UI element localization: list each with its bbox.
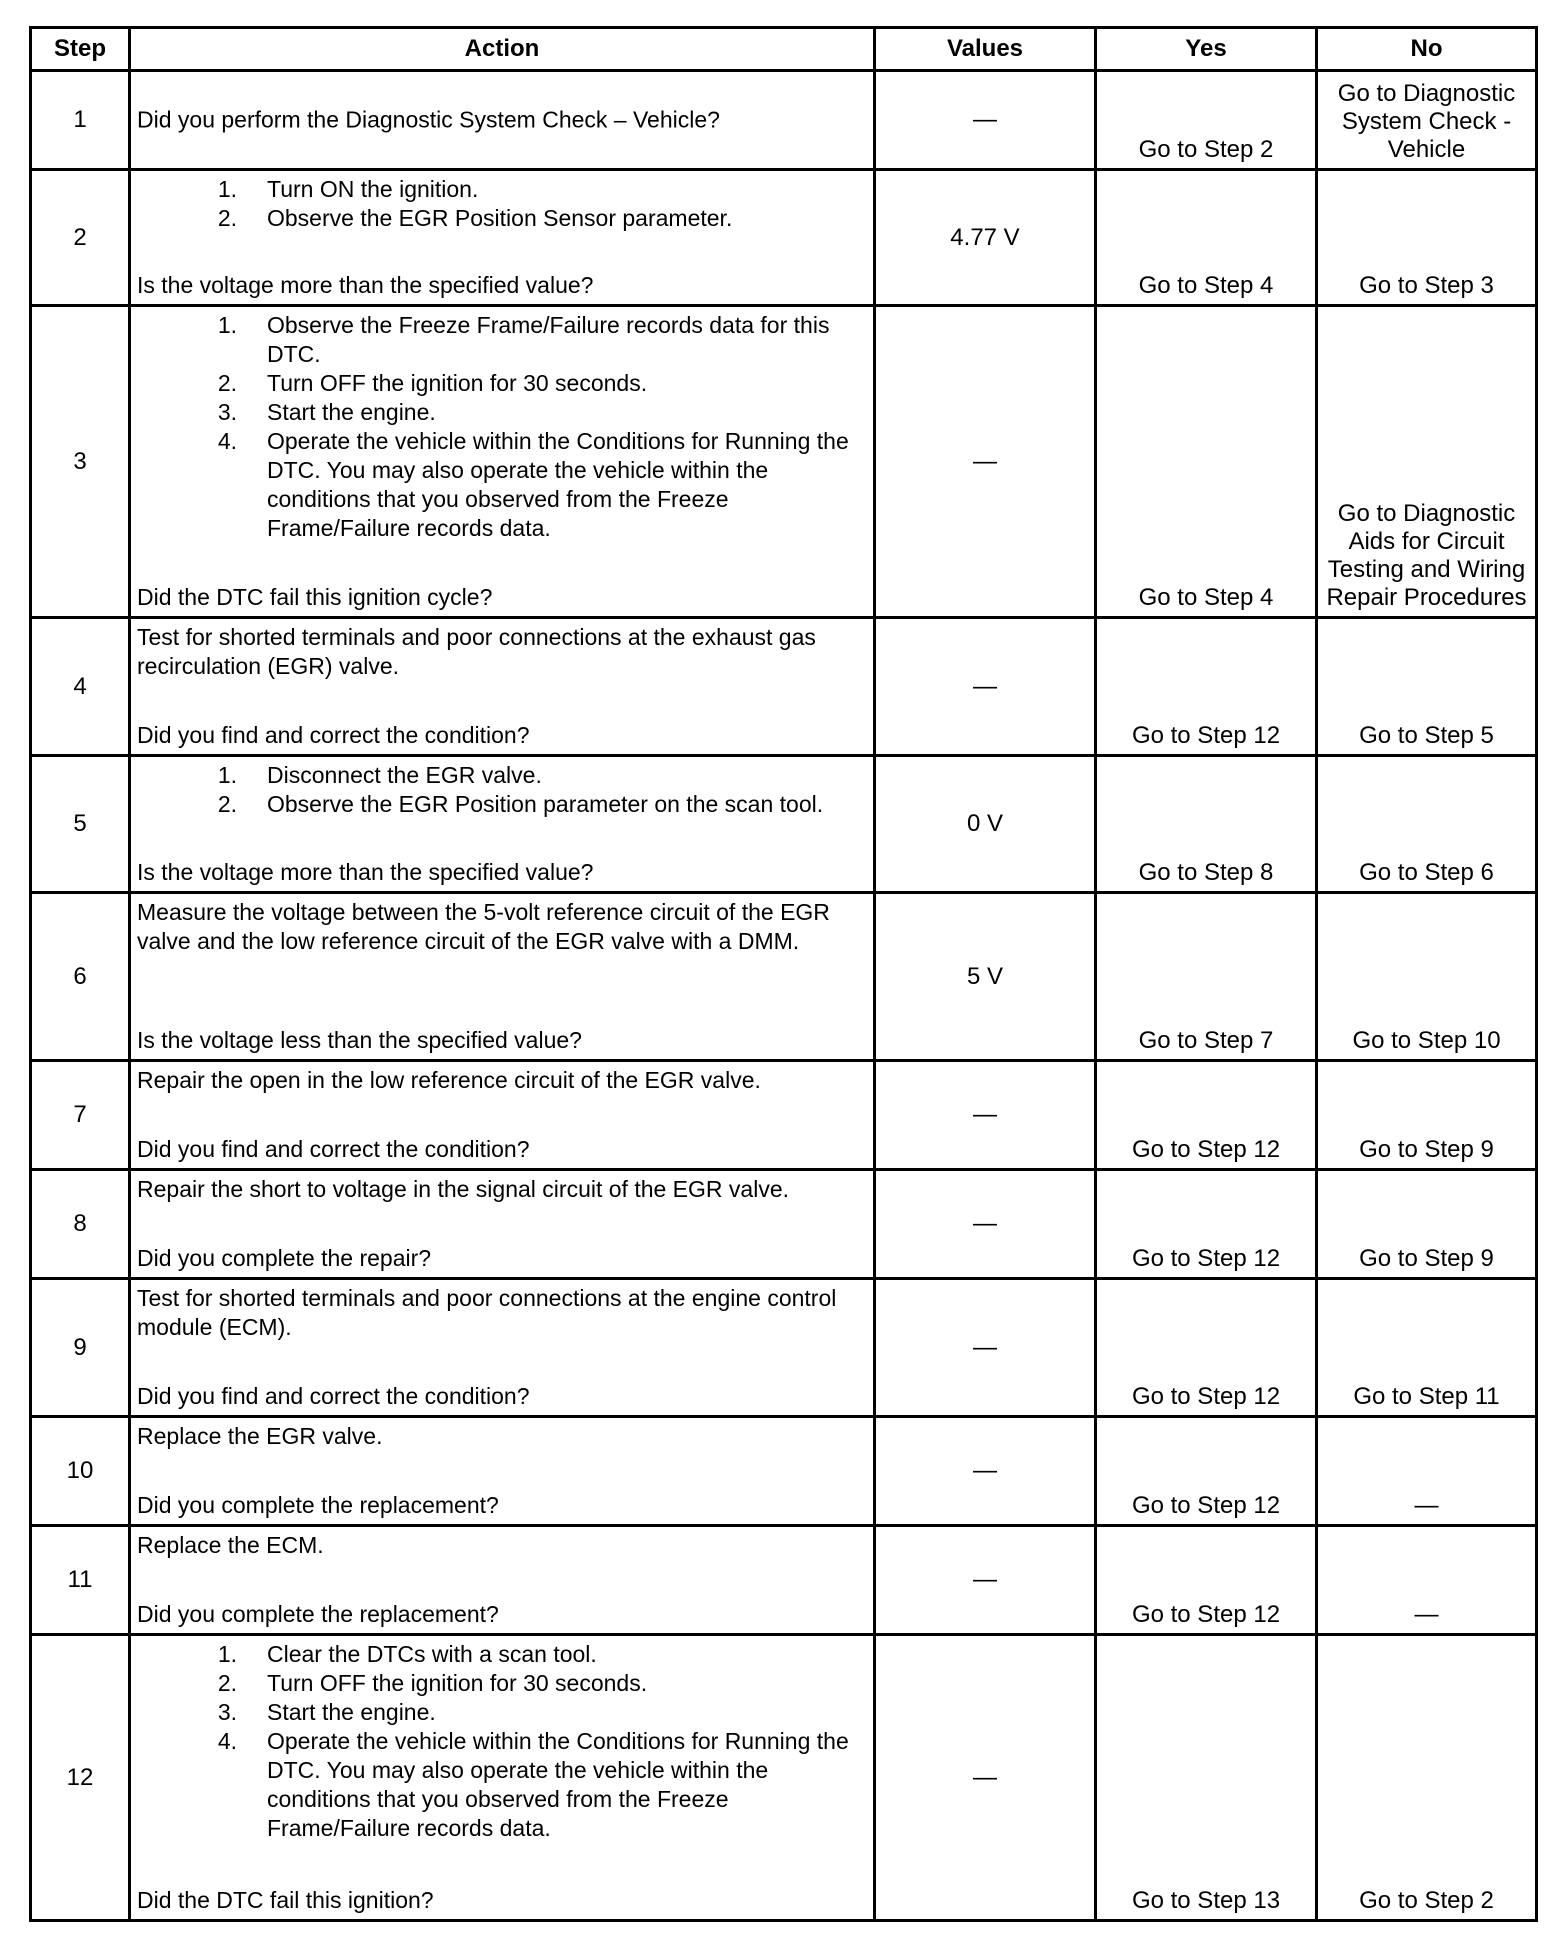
step-no-link[interactable]: Go to Diagnostic Aids for Circuit Testing and Wiring Repair Procedures: [1317, 306, 1537, 618]
step-value: —: [875, 306, 1096, 618]
action-step-item: 4 . Operate the vehicle within the Conditions for Running the DTC. You may also operate the vehicle within the conditions that you observed from the Freeze Frame/Failure records data.: [137, 427, 867, 543]
step-number: 3: [31, 306, 130, 618]
step-yes-link[interactable]: Go to Step 4: [1096, 306, 1317, 618]
step-no-link[interactable]: Go to Step 9: [1317, 1170, 1537, 1279]
action-steps-list: [137, 761, 867, 819]
step-yes-link[interactable]: Go to Step 13: [1096, 1635, 1317, 1921]
diagnostic-table: [29, 26, 1538, 1922]
action-question: Did you find and correct the condition?: [137, 722, 530, 748]
action-step-item: 4 . Operate the vehicle within the Conditions for Running the DTC. You may also operate the vehicle within the conditions that you observed from the Freeze Frame/Failure records data.: [137, 1727, 867, 1843]
step-number: 10: [31, 1417, 130, 1526]
table-row: [31, 1279, 1537, 1417]
step-value: —: [875, 1526, 1096, 1635]
table-row: [31, 618, 1537, 756]
header-yes: Yes: [1096, 28, 1317, 71]
step-yes-link[interactable]: Go to Step 7: [1096, 893, 1317, 1061]
table-row: [31, 1635, 1537, 1921]
action-step-item: 2 . Observe the EGR Position parameter on the scan tool.: [137, 790, 867, 819]
action-step-item: 1 . Disconnect the EGR valve.: [137, 761, 867, 790]
step-yes-link[interactable]: Go to Step 4: [1096, 170, 1317, 306]
action-question: Did you find and correct the condition?: [137, 1136, 530, 1162]
action-text: Test for shorted terminals and poor connections at the engine control module (ECM).: [137, 1285, 837, 1340]
action-step-item: 2 . Turn OFF the ignition for 30 seconds.: [137, 369, 867, 398]
step-yes-link[interactable]: Go to Step 12: [1096, 1279, 1317, 1417]
action-question: Is the voltage more than the specified value?: [137, 272, 594, 298]
header-action: Action: [130, 28, 875, 71]
table-row: [31, 71, 1537, 170]
action-step-item: 1 . Turn ON the ignition.: [137, 175, 867, 204]
step-action: [130, 71, 875, 170]
step-number: 9: [31, 1279, 130, 1417]
step-action: [130, 893, 875, 1061]
action-step-item: 3 . Start the engine.: [137, 398, 867, 427]
step-action: [130, 1526, 875, 1635]
step-action: [130, 1279, 875, 1417]
step-number: 12: [31, 1635, 130, 1921]
step-number: 5: [31, 756, 130, 893]
step-value: —: [875, 1170, 1096, 1279]
step-no-link[interactable]: Go to Step 9: [1317, 1061, 1537, 1170]
table-row: [31, 306, 1537, 618]
step-action: [130, 618, 875, 756]
action-text: Repair the short to voltage in the signal circuit of the EGR valve.: [137, 1176, 789, 1202]
step-action: [130, 1061, 875, 1170]
step-yes-link[interactable]: Go to Step 12: [1096, 1170, 1317, 1279]
step-number: 11: [31, 1526, 130, 1635]
step-yes-link[interactable]: Go to Step 2: [1096, 71, 1317, 170]
step-no-link[interactable]: —: [1317, 1417, 1537, 1526]
step-number: 1: [31, 71, 130, 170]
step-number: 2: [31, 170, 130, 306]
action-question: Did you find and correct the condition?: [137, 1383, 530, 1409]
step-action: [130, 756, 875, 893]
step-value: —: [875, 1417, 1096, 1526]
action-text: Replace the EGR valve.: [137, 1423, 383, 1449]
action-question: Did the DTC fail this ignition cycle?: [137, 584, 493, 610]
table-row: [31, 170, 1537, 306]
header-values: Values: [875, 28, 1096, 71]
action-question: Did you complete the replacement?: [137, 1601, 499, 1627]
step-no-link[interactable]: Go to Step 11: [1317, 1279, 1537, 1417]
action-step-item: 1 . Clear the DTCs with a scan tool.: [137, 1640, 867, 1669]
step-value: 4.77 V: [875, 170, 1096, 306]
action-steps-list: [137, 175, 867, 233]
step-no-link[interactable]: —: [1317, 1526, 1537, 1635]
step-no-link[interactable]: Go to Diagnostic System Check - Vehicle: [1317, 71, 1537, 170]
header-row: [31, 28, 1537, 71]
header-step: Step: [31, 28, 130, 71]
action-step-item: 2 . Turn OFF the ignition for 30 seconds.: [137, 1669, 867, 1698]
step-value: —: [875, 71, 1096, 170]
step-action: [130, 1635, 875, 1921]
action-text: Replace the ECM.: [137, 1532, 324, 1558]
step-number: 7: [31, 1061, 130, 1170]
step-no-link[interactable]: Go to Step 5: [1317, 618, 1537, 756]
step-no-link[interactable]: Go to Step 2: [1317, 1635, 1537, 1921]
action-question: Did the DTC fail this ignition?: [137, 1887, 434, 1913]
table-row: [31, 1061, 1537, 1170]
step-yes-link[interactable]: Go to Step 12: [1096, 1526, 1317, 1635]
table-row: [31, 756, 1537, 893]
step-value: —: [875, 618, 1096, 756]
action-text: Measure the voltage between the 5-volt reference circuit of the EGR valve and the low reference circuit of the EGR valve with a DMM.: [137, 899, 830, 954]
step-value: —: [875, 1061, 1096, 1170]
table-row: [31, 1417, 1537, 1526]
step-yes-link[interactable]: Go to Step 12: [1096, 1417, 1317, 1526]
action-step-item: 2 . Observe the EGR Position Sensor parameter.: [137, 204, 867, 233]
step-number: 4: [31, 618, 130, 756]
step-number: 6: [31, 893, 130, 1061]
table-row: [31, 893, 1537, 1061]
action-text: Repair the open in the low reference circuit of the EGR valve.: [137, 1067, 761, 1093]
action-step-item: 3 . Start the engine.: [137, 1698, 867, 1727]
step-yes-link[interactable]: Go to Step 12: [1096, 1061, 1317, 1170]
step-yes-link[interactable]: Go to Step 8: [1096, 756, 1317, 893]
action-text: Did you perform the Diagnostic System Check – Vehicle?: [137, 106, 720, 133]
action-step-item: 1 . Observe the Freeze Frame/Failure records data for this DTC.: [137, 311, 867, 369]
action-question: Is the voltage more than the specified value?: [137, 859, 594, 885]
step-value: 0 V: [875, 756, 1096, 893]
action-text: Test for shorted terminals and poor connections at the exhaust gas recirculation (EGR) valve.: [137, 624, 816, 679]
table-row: [31, 1170, 1537, 1279]
step-action: [130, 1417, 875, 1526]
action-question: Did you complete the repair?: [137, 1245, 432, 1271]
action-question: Did you complete the replacement?: [137, 1492, 499, 1518]
step-yes-link[interactable]: Go to Step 12: [1096, 618, 1317, 756]
step-value: —: [875, 1279, 1096, 1417]
step-value: 5 V: [875, 893, 1096, 1061]
header-no: No: [1317, 28, 1537, 71]
action-question: Is the voltage less than the specified value?: [137, 1027, 582, 1053]
table-row: [31, 1526, 1537, 1635]
action-steps-list: [137, 1640, 867, 1843]
step-action: [130, 1170, 875, 1279]
step-number: 8: [31, 1170, 130, 1279]
step-no-link[interactable]: Go to Step 6: [1317, 756, 1537, 893]
step-value: —: [875, 1635, 1096, 1921]
step-no-link[interactable]: Go to Step 3: [1317, 170, 1537, 306]
step-no-link[interactable]: Go to Step 10: [1317, 893, 1537, 1061]
action-steps-list: [137, 311, 867, 543]
step-action: [130, 306, 875, 618]
step-action: [130, 170, 875, 306]
